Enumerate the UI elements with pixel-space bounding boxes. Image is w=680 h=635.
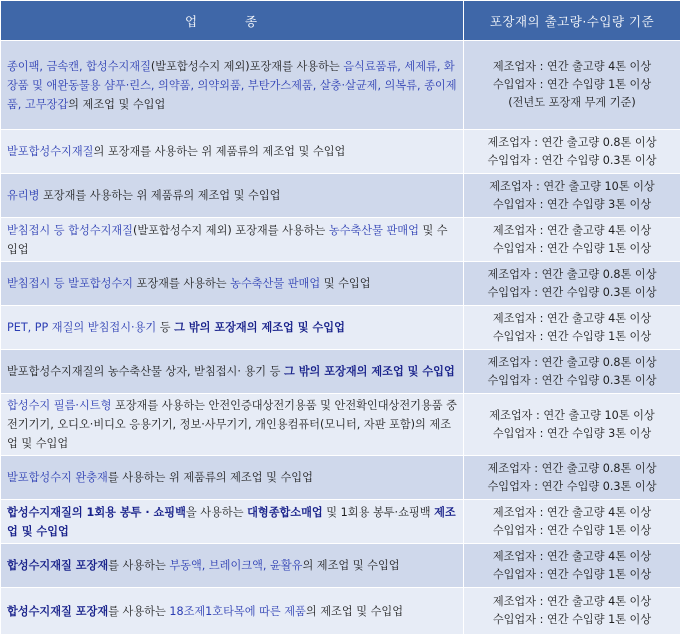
industry-cell — [1, 544, 464, 588]
industry-text-segment: 를 사용하는 — [108, 604, 170, 618]
criteria-line: 제조업자 : 연간 출고량 4톤 이상 — [492, 60, 652, 73]
industry-text-segment: 를 사용하는 위 제품류의 제조업 및 수입업 — [107, 471, 313, 484]
industry-text-segment: 포장재를 사용하는 위 제품류의 제조업 및 수입업 — [39, 189, 281, 202]
industry-text-segment: 의 제조업 및 수입업 — [68, 97, 166, 111]
table-body — [1, 41, 680, 635]
industry-text-segment: 의 포장재를 사용하는 위 제품류의 제조업 및 수입업 — [93, 145, 346, 158]
criteria-line: 제조업자 : 연간 출고량 0.8톤 이상 — [487, 267, 657, 281]
industry-text-segment: 음식료품류, 세제류, 화장품 및 애완동물용 샴푸·린스, 의약품, 의약외품, 부탄가스제품, 살충·살균제, 의복류, 종이제품, 고무장갑 — [7, 59, 457, 111]
industry-text-segment: 종이팩, 금속캔, 합성수지재질 — [7, 59, 151, 73]
table-row — [1, 350, 680, 394]
criteria-line: 제조업자 : 연간 출고량 0.8톤 이상 — [487, 355, 657, 369]
criteria-line: 제조업자 : 연간 출고량 10톤 이상 — [489, 179, 655, 193]
header-row — [1, 1, 680, 41]
criteria-cell — [464, 130, 680, 174]
table-header — [1, 1, 680, 41]
industry-text-segment: 발포합성수지재질의 농수축산물 상자, 받침접시· 용기 등 — [7, 365, 285, 378]
industry-text-segment: 받침접시 등 발포합성수지 — [7, 277, 133, 290]
header-industry: 업 종 — [1, 1, 464, 41]
criteria-line: 수입업자 : 연간 수입량 1톤 이상 — [492, 567, 652, 581]
industry-text-segment: 및 1회용 봉투·쇼핑백 — [322, 505, 435, 519]
industry-text-segment: 합성수지재질 포장재 — [7, 559, 109, 572]
industry-text-segment: 의 제조업 및 수입업 — [305, 604, 404, 618]
table-row — [1, 218, 680, 262]
industry-text-segment: 제조업 및 수입업 — [7, 505, 456, 538]
industry-text-segment: 의 제조업 및 수입업 — [302, 559, 400, 572]
table-row — [1, 394, 680, 456]
industry-text-segment: 유리병 — [7, 189, 40, 202]
industry-text-segment: 18조제1호타목에 따른 제품 — [169, 604, 306, 618]
criteria-line: 제조업자 : 연간 출고량 4톤 이상 — [492, 549, 652, 563]
criteria-line: 수입업자 : 연간 수입량 0.3톤 이상 — [487, 479, 657, 493]
criteria-line: 수입업자 : 연간 수입량 3톤 이상 — [492, 197, 652, 211]
industry-cell — [1, 306, 464, 350]
criteria-line: 수입업자 : 연간 수입량 3톤 이상 — [492, 426, 652, 440]
industry-text-segment: 대형종합소매업 — [247, 505, 323, 519]
criteria-line: 제조업자 : 연간 출고량 0.8톤 이상 — [487, 461, 657, 475]
industry-cell — [1, 174, 464, 218]
industry-cell — [1, 500, 464, 544]
industry-text-segment: 그 밖의 포장재의 제조업 및 수입업 — [174, 321, 345, 334]
table-row — [1, 306, 680, 350]
industry-cell — [1, 130, 464, 174]
criteria-line: 제조업자 : 연간 출고량 4톤 이상 — [492, 505, 652, 519]
industry-text-segment: 그 밖의 포장재의 제조업 및 수입업 — [284, 365, 455, 378]
criteria-cell — [464, 544, 680, 588]
industry-text-segment: 발포합성수지 완충재 — [7, 471, 108, 484]
industry-cell — [1, 588, 464, 635]
industry-text-segment: 합성수지 필름·시트형 — [7, 399, 112, 412]
industry-text-segment: 부동액, 브레이크액, 윤활유 — [169, 559, 303, 572]
criteria-line: 제조업자 : 연간 출고량 10톤 이상 — [489, 408, 655, 422]
criteria-line: 수입업자 : 연간 수입량 1톤 이상 — [492, 78, 652, 91]
criteria-cell — [464, 306, 680, 350]
industry-text-segment: (발포합성수지 제외)포장재를 사용하는 — [150, 59, 344, 73]
criteria-cell — [464, 456, 680, 500]
industry-text-segment: 및 수입업 — [320, 277, 371, 290]
industry-text-segment: PET, PP 재질의 받침접시·용기 — [7, 321, 157, 334]
table-row — [1, 588, 680, 635]
criteria-line: 수입업자 : 연간 수입량 1톤 이상 — [492, 523, 652, 537]
industry-text-segment: 을 사용하는 — [185, 505, 248, 519]
criteria-line: 수입업자 : 연간 수입량 0.3톤 이상 — [487, 285, 657, 299]
table-row — [1, 544, 680, 588]
criteria-line: 수입업자 : 연간 수입량 1톤 이상 — [492, 613, 652, 626]
criteria-line: 제조업자 : 연간 출고량 0.8톤 이상 — [487, 135, 657, 149]
industry-text-segment: 포장재를 사용하는 — [133, 277, 231, 290]
criteria-cell — [464, 262, 680, 306]
table-row — [1, 130, 680, 174]
table-row — [1, 174, 680, 218]
industry-cell — [1, 394, 464, 456]
industry-cell — [1, 218, 464, 262]
criteria-cell — [464, 218, 680, 262]
industry-cell — [1, 456, 464, 500]
industry-cell — [1, 41, 464, 130]
table-row — [1, 500, 680, 544]
industry-text-segment: 등 — [156, 321, 175, 334]
table-row — [1, 262, 680, 306]
criteria-line: 제조업자 : 연간 출고량 4톤 이상 — [492, 223, 652, 237]
criteria-line: 수입업자 : 연간 수입량 1톤 이상 — [492, 241, 652, 255]
criteria-cell — [464, 41, 680, 130]
criteria-cell — [464, 350, 680, 394]
industry-cell — [1, 350, 464, 394]
industry-cell — [1, 262, 464, 306]
industry-text-segment: 포장재를 사용하는 안전인증대상전기용품 및 안전확인대상전기용품 중 전기기기, 오디오·비디오 응용기기, 정보·사무기기, 개인용컴퓨터(모니터, 자판 포함)의 제조업 및 수입업 — [7, 399, 457, 450]
criteria-cell — [464, 588, 680, 635]
criteria-line: 제조업자 : 연간 출고량 4톤 이상 — [492, 595, 652, 608]
table-row — [1, 41, 680, 130]
criteria-cell — [464, 394, 680, 456]
industry-text-segment: (발포합성수지 제외) 포장재를 사용하는 — [133, 223, 329, 237]
industry-text-segment: 및 수입업 — [7, 223, 448, 256]
table-row — [1, 456, 680, 500]
industry-text-segment: 발포합성수지재질 — [7, 145, 94, 158]
industry-text-segment: 를 사용하는 — [108, 559, 170, 572]
criteria-cell — [464, 174, 680, 218]
industry-text-segment: 합성수지재질의 1회용 봉투 · 쇼핑백 — [7, 505, 186, 519]
criteria-line: 제조업자 : 연간 출고량 4톤 이상 — [492, 311, 652, 325]
criteria-line: 수입업자 : 연간 수입량 0.3톤 이상 — [487, 153, 657, 167]
industry-text-segment: 농수축산물 판매업 — [328, 223, 419, 237]
criteria-cell — [464, 500, 680, 544]
criteria-line: 수입업자 : 연간 수입량 1톤 이상 — [492, 329, 652, 343]
industry-text-segment: 농수축산물 판매업 — [230, 277, 321, 290]
criteria-line: 수입업자 : 연간 수입량 0.3톤 이상 — [487, 373, 657, 387]
industry-text-segment: 받침접시 등 합성수지재질 — [7, 223, 133, 237]
header-criteria: 포장재의 출고량·수입량 기준 — [464, 1, 680, 41]
criteria-line: (전년도 포장재 무게 기준) — [508, 96, 636, 109]
industry-text-segment: 합성수지재질 포장재 — [7, 604, 109, 618]
